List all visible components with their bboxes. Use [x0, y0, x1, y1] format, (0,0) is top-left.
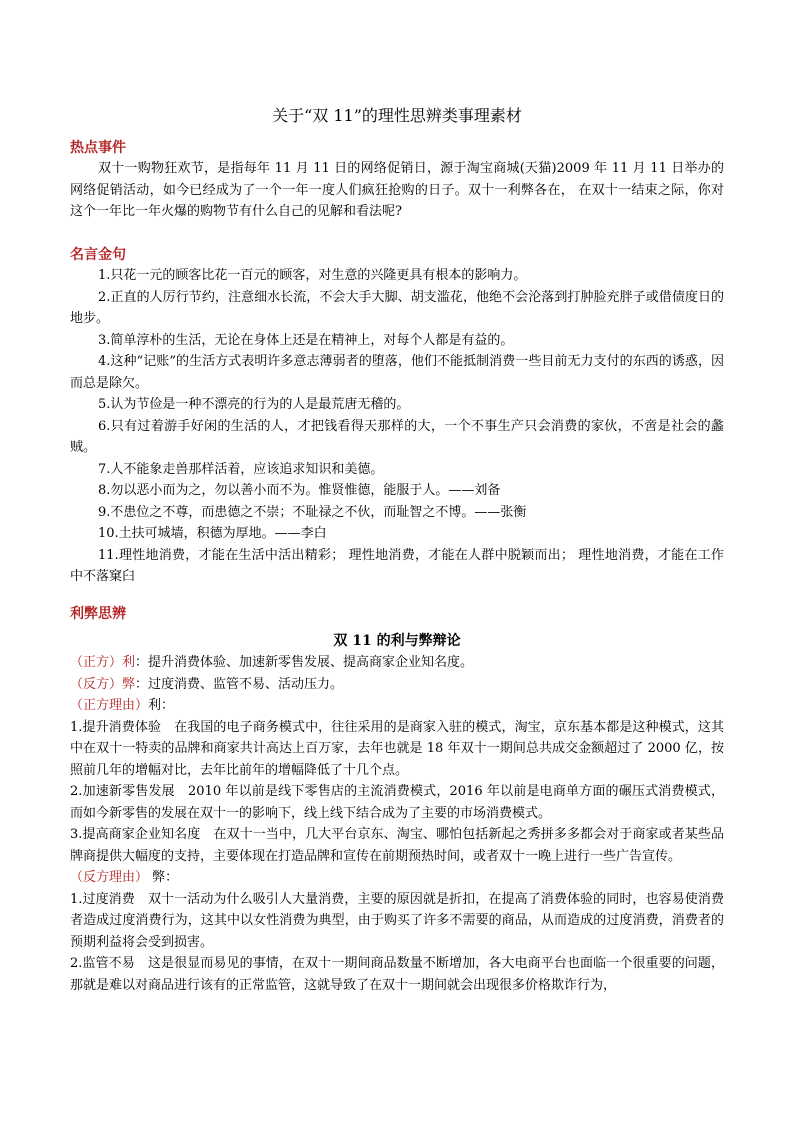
- pro-points-list: [70, 717, 724, 868]
- pro-reason-tag: （正方理由）: [70, 698, 149, 713]
- pro-tag: （正方）利: [70, 655, 136, 670]
- quote-item: 5.认为节俭是一种不漂亮的行为的人是最荒唐无稽的。: [98, 397, 410, 412]
- quote-item: 8.勿以恶小而为之，勿以善小而不为。惟贤惟德，能服于人。——刘备: [98, 483, 501, 498]
- pro-point: 1.提升消费体验 在我国的电子商务模式中，往往采用的是商家入驻的模式，淘宝，京东基本都是这种模式，这其中在双十一特卖的品牌和商家共计高达上百万家，去年也就是 18 年双十一期间总共成交金额超过了 2000 亿，按照前几年的增幅对比，去年比前年的增幅降低了十几个点。: [70, 719, 724, 778]
- quote-item: 1.只花一元的顾客比花一百元的顾客，对生意的兴隆更具有根本的影响力。: [98, 268, 527, 283]
- section-hot-event: [70, 138, 724, 223]
- con-points-list: [70, 889, 724, 997]
- pro-reason-heading: [70, 695, 724, 717]
- quote-item: 7.人不能象走兽那样活着，应该追求知识和美德。: [98, 461, 384, 477]
- con-reason-tag: （反方理由）: [70, 870, 149, 885]
- con-reason-label: 弊：: [148, 870, 179, 885]
- quote-item: 10.土扶可城墙，积德为厚地。——李白: [98, 526, 327, 541]
- section-debate: [70, 604, 724, 996]
- con-point: 2.监管不易 这是很显而易见的事情，在双十一期间商品数量不断增加，各大电商平台也面临一个很重要的问题，那就是难以对商品进行该有的正常监管，这就导致了在双十一期间就会出现很多价格欺诈行为，: [70, 956, 724, 993]
- hot-event-paragraph: 双十一购物狂欢节，是指每年 11 月 11 日的网络促销日，源于淘宝商城(天猫)2009 年 11 月 11 日举办的网络促销活动，如今已经成为了一个一年一度人们疯狂抢购的日子。双十一利弊各在， 在双十一结束之际，你对这个一年比一年火爆的购物节有什么自己的见解和看法呢?: [70, 161, 724, 219]
- con-summary-text: ：过度消费、监管不易、活动压力。: [135, 676, 344, 692]
- pro-point: 3.提高商家企业知名度 在双十一当中，几大平台京东、淘宝、哪怕包括新起之秀拼多多都会对于商家或者某些品牌商提供大幅度的支持，主要体现在打造品牌和宣传在前期预热时间，或者双十一晚上进行一些广告宣传。: [70, 827, 724, 864]
- section-quotes: [70, 245, 724, 588]
- pro-summary-text: ：提升消费体验、加速新零售发展、提高商家企业知名度。: [135, 655, 474, 670]
- con-summary: [70, 674, 724, 696]
- quote-item: 11.理性地消费，才能在生活中活出精彩； 理性地消费，才能在人群中脱颖而出； 理性地消费，才能在工作中不落窠臼: [70, 547, 724, 584]
- quote-item: 3.简单淳朴的生活，无论在身体上还是在精神上，对每个人都是有益的。: [98, 332, 514, 348]
- con-reason-heading: [70, 867, 724, 889]
- pro-reason-label: 利：: [148, 698, 175, 713]
- quote-item: 9.不患位之不尊，而患德之不崇；不耻禄之不伙，而耻智之不博。——张衡: [98, 504, 527, 520]
- document-title: 关于“双 11”的理性思辨类事理素材: [272, 106, 522, 125]
- con-point: 1.过度消费 双十一活动为什么吸引人大量消费，主要的原因就是折扣，在提高了消费体验的同时，也容易使消费者造成过度消费行为，这其中以女性消费为典型，由于购买了许多不需要的商品，从而造成的过度消费，消费者的预期利益将会受到损害。: [70, 891, 724, 950]
- debate-subtitle: 双 11 的利与弊辩论: [333, 633, 461, 649]
- pro-point: 2.加速新零售发展 2010 年以前是线下零售店的主流消费模式，2016 年以前是电商单方面的碾压式消费模式，而如今新零售的发展在双十一的影响下，线上线下结合成为了主要的市场消费模式。: [70, 784, 724, 821]
- section-heading: 利弊思辨: [70, 606, 126, 622]
- quote-item: 4.这种“记账”的生活方式表明许多意志薄弱者的堕落，他们不能抵制消费一些目前无力支付的东西的诱惑，因而总是除欠。: [70, 354, 724, 391]
- con-tag: （反方）弊: [70, 676, 136, 692]
- section-heading: 热点事件: [70, 140, 126, 156]
- pro-summary: [70, 652, 724, 674]
- quote-item: 2.正直的人厉行节约，注意细水长流，不会大手大脚、胡支滥花，他绝不会沦落到打肿脸充胖子或借债度日的地步。: [70, 289, 724, 326]
- quote-item: 6.只有过着游手好闲的生活的人，才把钱看得天那样的大，一个不事生产只会消费的家伙，不啻是社会的蠡贼。: [70, 418, 724, 455]
- section-heading: 名言金句: [70, 247, 126, 263]
- quote-list: [70, 265, 724, 588]
